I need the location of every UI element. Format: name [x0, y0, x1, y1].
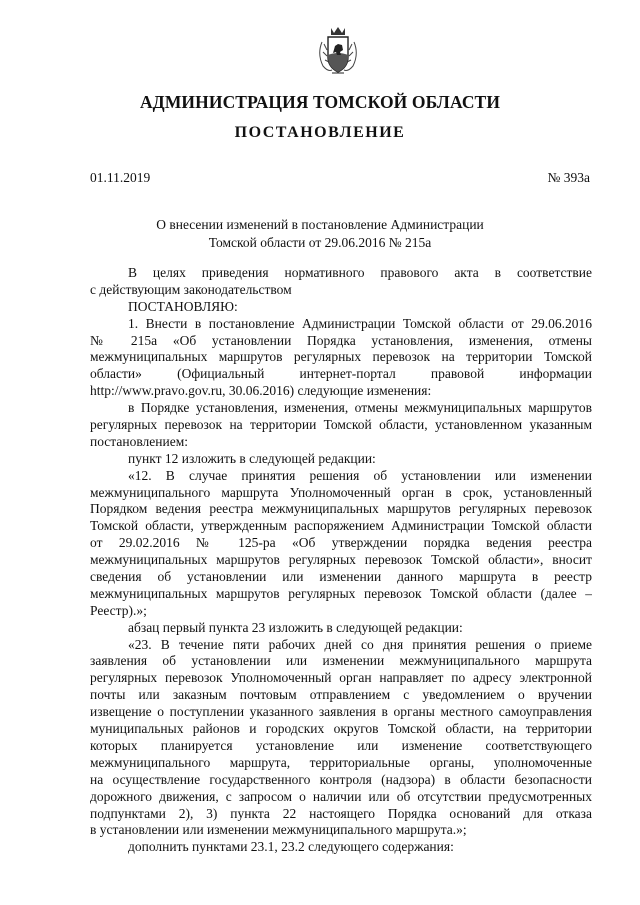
document-body [90, 265, 592, 856]
body-line: В целях приведения нормативного правового акта в соответствие [128, 265, 592, 280]
body-line: от 29.02.2016 № 125-ра «Об утверждении порядка ведения реестра [90, 535, 592, 551]
body-line: области» (Официальный интернет-портал правовой информации [90, 366, 592, 382]
body-line: которых планируется установление или изменение соответствующего [90, 737, 592, 753]
body-line: в Порядке установления, изменения, отмены межмуниципальных маршрутов [128, 400, 592, 416]
body-line: дополнить пунктами 23.1, 23.2 следующего содержания: [128, 839, 454, 855]
body-line: с действующим законодательством [90, 281, 292, 297]
body-line: сведения об установлении или изменении данного маршрута в реестр [90, 569, 592, 585]
body-line: извещение о поступлении указанного заявления в органы местного самоуправления [90, 704, 592, 720]
resolution-keyword: ПОСТАНОВЛЯЮ: [128, 298, 238, 314]
body-line: на осуществление государственного контроля (надзора) в области безопасности [90, 771, 592, 787]
body-line: пункт 12 изложить в следующей редакции: [128, 450, 376, 466]
body-line: № 215а «Об установлении Порядка установления, изменения, отмены [90, 332, 592, 348]
document-number: № 393а [547, 170, 590, 185]
subject-line: Томской области от 29.06.2016 № 215а [208, 234, 432, 250]
coat-of-arms-icon [318, 24, 358, 76]
body-line: «23. В течение пяти рабочих дней со дня принятия решения о приеме [128, 636, 592, 652]
body-line: Томской области, утвержденным распоряжением Администрации Томской области [90, 518, 592, 534]
body-line: «12. В случае принятия решения об установлении или изменении [128, 467, 592, 483]
body-line: межмуниципального маршрута Уполномоченный орган в срок, установленный [90, 484, 592, 500]
body-line: заявления об установлении или изменении межмуниципального маршрута [90, 653, 592, 669]
body-line: межмуниципальных маршрутов регулярных перевозок Томской области», вносит [90, 552, 592, 568]
organization-title: АДМИНИСТРАЦИЯ ТОМСКОЙ ОБЛАСТИ [139, 92, 501, 112]
body-line: абзац первый пункта 23 изложить в следующей редакции: [128, 619, 463, 635]
body-line: межмуниципальных маршрутов регулярных перевозок на территории Томской [90, 349, 592, 365]
document-date: 01.11.2019 [90, 170, 151, 185]
body-line: постановлением: [90, 433, 188, 449]
body-line: почты или заказным почтовым отправлением с уведомлением о вручении [90, 687, 592, 703]
subject-line: О внесении изменений в постановление Администрации [156, 217, 484, 232]
body-line: Порядком ведения реестра межмуниципальных маршрутов регулярных перевозок [90, 501, 592, 517]
body-line: в установлении или изменении межмуниципального маршрута.»; [90, 822, 467, 838]
body-line: дорожного движения, с запросом о наличии или об отсутствии предусмотренных [90, 788, 592, 804]
body-line: межмуниципальных маршрутов регулярных перевозок Томской области (далее – [90, 585, 592, 601]
body-line: регулярных перевозок на территории Томской области, установленном указанным [90, 417, 592, 433]
body-line: Реестр).»; [90, 602, 147, 618]
document-type: ПОСТАНОВЛЕНИЕ [234, 124, 406, 141]
document-subject [0, 216, 640, 251]
body-line: межмуниципального маршрута, территориальные органы, уполномоченные [90, 754, 592, 770]
body-line: регулярных перевозок Уполномоченный орган направляет по адресу электронной [90, 670, 592, 686]
body-line: 1. Внести в постановление Администрации Томской области от 29.06.2016 [128, 315, 592, 331]
body-line: http://www.pravo.gov.ru, 30.06.2016) следующие изменения: [90, 383, 432, 399]
body-line: муниципальных районов и городских округов Томской области, на территории [90, 721, 592, 737]
body-line: подпунктами 2), 3) пункта 22 настоящего Порядка оснований для отказа [90, 805, 592, 821]
